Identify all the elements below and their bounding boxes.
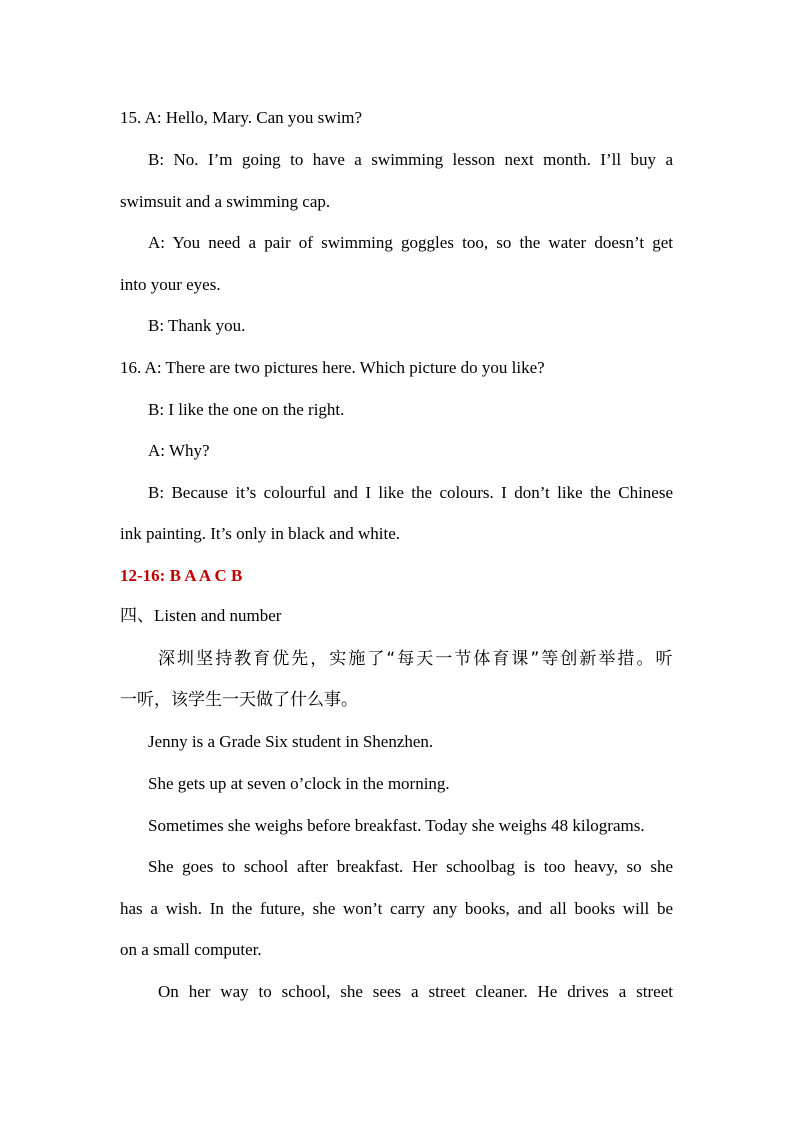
passage-line-4-cont2: on a small computer.	[120, 940, 262, 959]
q15-line-b1: B: No. I’m going to have a swimming lesson next month. I’ll buy a	[148, 150, 673, 169]
q15-line-b1-cont: swimsuit and a swimming cap.	[120, 192, 331, 211]
intro-chinese-cont: 一听，该学生一天做了什么事。	[120, 690, 358, 710]
q15-line-a1: 15. A: Hello, Mary. Can you swim?	[120, 108, 363, 127]
q16-line-b2-cont: ink painting. It’s only in black and white.	[120, 524, 400, 543]
passage-line-4: She goes to school after breakfast. Her schoolbag is too heavy, so she	[148, 857, 673, 876]
passage-line-4-cont1: has a wish. In the future, she won’t carry any books, and all books will be	[120, 899, 673, 918]
q16-line-a1: 16. A: There are two pictures here. Which picture do you like?	[120, 358, 545, 377]
section-heading: 四、Listen and number	[120, 606, 282, 625]
passage-line-3: Sometimes she weighs before breakfast. Today she weighs 48 kilograms.	[148, 816, 645, 835]
q15-line-b2: B: Thank you.	[148, 316, 246, 335]
q16-line-a2: A: Why?	[148, 441, 210, 460]
passage-line-2: She gets up at seven o’clock in the morning.	[148, 774, 450, 793]
intro-chinese: 深圳坚持教育优先，实施了“每天一节体育课”等创新举措。听	[158, 649, 673, 669]
q16-line-b1: B: I like the one on the right.	[148, 400, 345, 419]
q15-line-a2-cont: into your eyes.	[120, 275, 221, 294]
answer-key: 12-16: B A A C B	[120, 566, 243, 585]
passage-line-5: On her way to school, she sees a street cleaner. He drives a street	[158, 982, 673, 1001]
q16-line-b2: B: Because it’s colourful and I like the colours. I don’t like the Chinese	[148, 483, 673, 502]
passage-line-1: Jenny is a Grade Six student in Shenzhen.	[148, 732, 434, 751]
q15-line-a2: A: You need a pair of swimming goggles too, so the water doesn’t get	[148, 233, 673, 252]
